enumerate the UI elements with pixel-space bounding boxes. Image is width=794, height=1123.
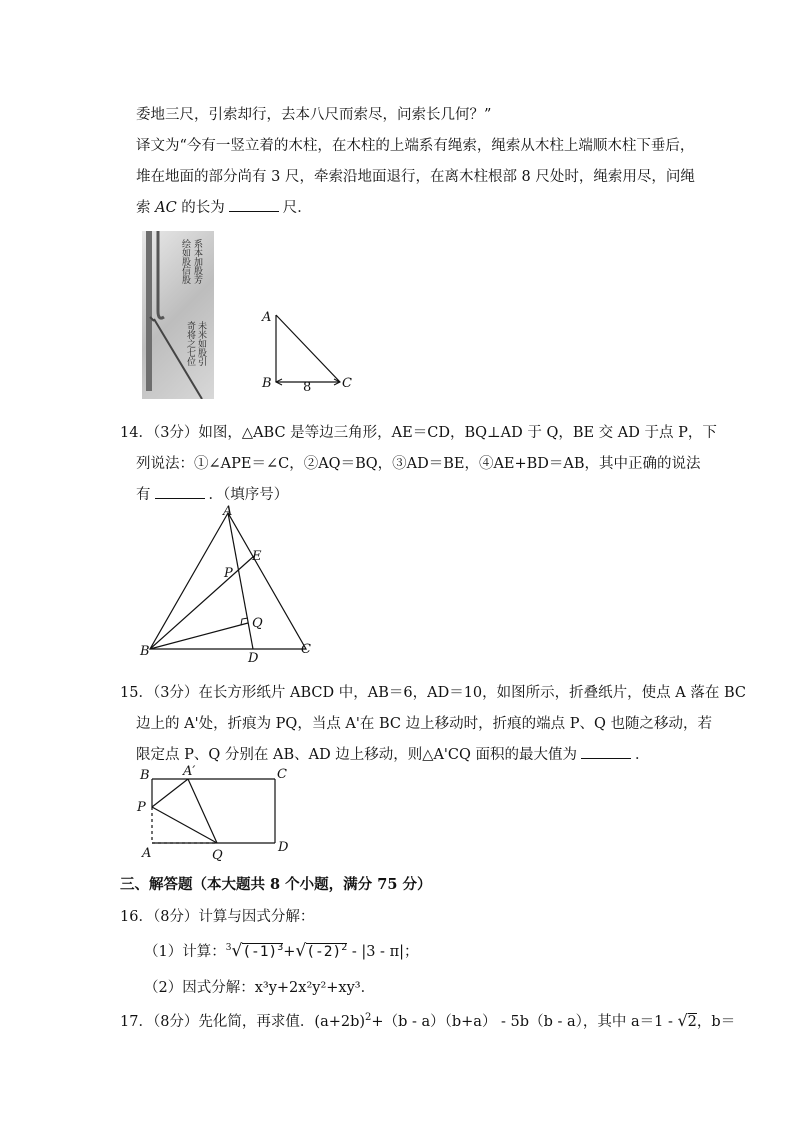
q13-line4-var: AC (155, 200, 177, 216)
q14-triangle-figure (138, 505, 328, 665)
q15-label-a1: A′ (183, 764, 196, 779)
q13-photo-text-a: 系本加股芳 (192, 239, 202, 284)
q14-segment-ad (228, 513, 253, 649)
q14-label-p: P (224, 566, 233, 581)
q15-label-b: B (140, 768, 150, 783)
q13-side-ac (276, 315, 340, 382)
q15-answer-blank (581, 746, 631, 759)
q13-photo-text-d: 奇将之七位 (185, 321, 195, 366)
q13-line4-pre: 索 (136, 200, 156, 216)
q17-exp: 2 (365, 1012, 372, 1024)
q13-length-label: 8 (303, 380, 312, 395)
q15-label-c: C (277, 767, 287, 782)
q15-segment-pa1 (152, 779, 188, 807)
q13-label-c: C (342, 376, 352, 391)
q14-answer-blank (155, 486, 205, 499)
q16-part1-pre: （1）计算： (144, 944, 226, 960)
q16-radicand-2-base: (-2) (306, 944, 342, 960)
q13-text-line-4 (136, 196, 312, 217)
q14-text-line-2: 列说法：①∠APE＝∠C，②AQ＝BQ，③AD＝BE，④AE+BD＝AB，其中正确的说法 (136, 456, 701, 472)
q16-part1-post: - |3 - π|； (347, 944, 419, 960)
q13-triangle-figure (258, 305, 368, 395)
q14-label-d: D (248, 651, 259, 666)
q13-photo-text-c: 未米如股引 (196, 321, 206, 366)
section-3-heading: 三、解答题（本大题共 8 个小题，满分 75 分） (120, 876, 432, 893)
q13-label-b: B (262, 376, 272, 391)
q15-rectangle-figure (135, 764, 305, 863)
q17-text-line-1 (120, 1010, 735, 1031)
q14-text-line-3 (136, 483, 288, 504)
q15-crease-pq (152, 807, 217, 843)
q13-text-line-1: 委地三尺，引索却行，去本八尺而索尽，问索长几何？” (136, 107, 492, 123)
q16-part-2: （2）因式分解：x³y+2x²y²+xy³． (144, 980, 376, 996)
radical-sign-icon: √ (231, 941, 243, 961)
q14-label-q: Q (252, 616, 263, 631)
q16-radicand-1 (242, 943, 283, 960)
q17-sqrt-value: 2 (687, 1014, 697, 1030)
q14-line3-pre: 有 (136, 487, 151, 503)
q15-text-line-1: 15．（3分）在长方形纸片 ABCD 中，AB＝6，AD＝10，如图所示，折叠纸片，使点 A 落在 BC (120, 685, 746, 701)
q15-label-p: P (137, 800, 146, 815)
q15-label-d: D (278, 840, 289, 855)
q17-pre: 17．（8分）先化简，再求值．(a+2b) (120, 1014, 366, 1030)
q13-line4-mid: 的长为 (176, 200, 225, 216)
q16-radicand-2-exp: 2 (341, 942, 348, 954)
q13-photo-drawing (142, 231, 214, 399)
q13-photo (142, 231, 214, 399)
q13-photo-text-b: 绘如股信股 (180, 239, 190, 284)
q16-radicand-2 (306, 943, 347, 960)
q14-label-a: A (223, 504, 233, 519)
radical-sign-icon: √ (295, 941, 307, 961)
q17-post: ，b＝ (696, 1014, 736, 1030)
q14-line3-post: ．（填序号） (208, 487, 289, 503)
q15-segment-a1q (188, 779, 217, 843)
q14-label-b: B (140, 644, 150, 659)
q15-label-a: A (142, 846, 152, 861)
q13-label-a: A (262, 310, 272, 325)
q16-plus: + (283, 944, 296, 960)
q16-text-line-1: 16．（8分）计算与因式分解： (120, 909, 315, 925)
q16-radicand-1-exp: 3 (277, 942, 284, 954)
q16-cbrt-index: 3 (225, 943, 232, 954)
q14-text-line-1: 14．（3分）如图，△ABC 是等边三角形，AE＝CD，BQ⊥AD 于 Q，BE 交 AD 于点 P，下 (120, 425, 717, 441)
q16-radicand-1-base: (-1) (242, 944, 278, 960)
q17-mid: +（b - a）（b+a） - 5b（b - a），其中 a＝1 - (371, 1014, 678, 1030)
q14-label-c: C (301, 642, 311, 657)
q13-text-line-2: 译文为“今有一竖立着的木柱，在木柱的上端系有绳索，绳索从木柱上端顺木柱下垂后， (136, 138, 695, 154)
q15-text-line-3 (136, 743, 650, 764)
q15-text-line-2: 边上的 A'处，折痕为 PQ，当点 A'在 BC 边上移动时，折痕的端点 P、Q 也随之移动，若 (136, 716, 712, 732)
q15-label-q: Q (212, 848, 223, 863)
q13-answer-blank (229, 199, 279, 212)
q14-label-e: E (252, 549, 262, 564)
q15-line3-pre: 限定点 P、Q 分别在 AB、AD 边上移动，则△A'CQ 面积的最大值为 (136, 747, 578, 763)
q13-text-line-3: 堆在地面的部分尚有 3 尺，牵索沿地面退行，在离木柱根部 8 尺处时，绳索用尽，问绳 (136, 169, 695, 185)
q15-line3-post: ． (635, 747, 650, 763)
q16-part-1 (144, 940, 418, 961)
radical-sign-icon: √ (677, 1011, 688, 1030)
q13-line4-post: 尺． (282, 200, 312, 216)
